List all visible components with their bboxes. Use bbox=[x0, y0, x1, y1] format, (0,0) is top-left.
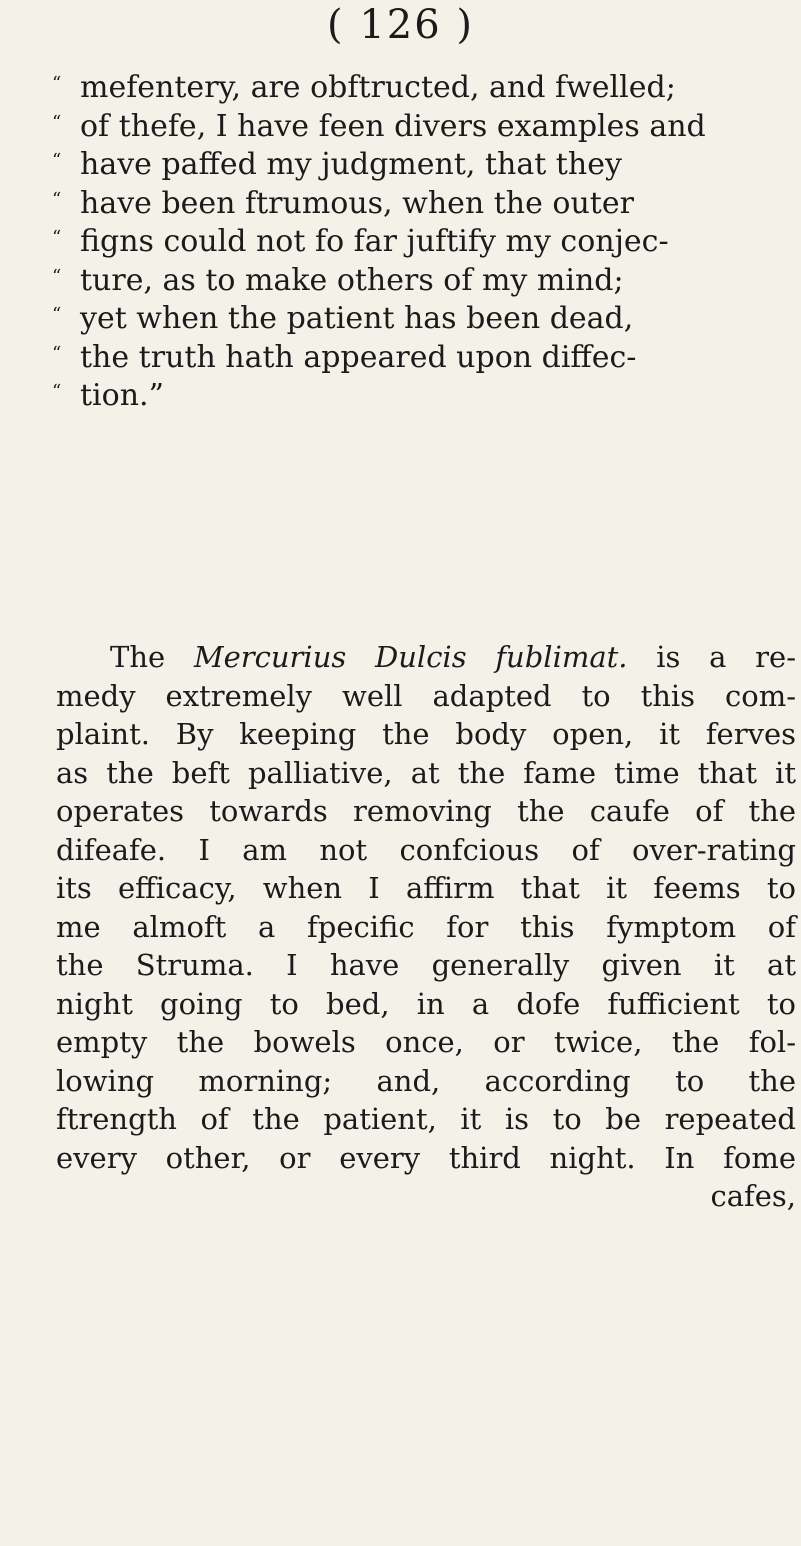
quote-mark: “ bbox=[52, 188, 62, 210]
paragraph-line: the Struma. I have generally given it at bbox=[56, 948, 796, 982]
paragraph-line: its efficacy, when I affirm that it feems to bbox=[56, 871, 796, 905]
quote-mark: “ bbox=[52, 265, 62, 287]
page-number: ( 126 ) bbox=[327, 2, 474, 48]
quote-line: “ yet when the patient has been dead, bbox=[52, 296, 797, 335]
quote-mark: “ bbox=[52, 381, 62, 402]
quote-line: “ have been ftrumous, when the outer bbox=[52, 181, 797, 220]
quote-mark: “ bbox=[52, 111, 62, 133]
paragraph-line: empty the bowels once, or twice, the fol- bbox=[56, 1025, 796, 1059]
quote-line: “ of thefe, I have feen divers examples and bbox=[52, 104, 797, 143]
paragraph-line: medy extremely well adapted to this com- bbox=[56, 678, 796, 713]
quote-mark: “ bbox=[52, 150, 62, 171]
body-paragraph bbox=[56, 638, 796, 1216]
quote-mark: “ bbox=[52, 227, 62, 248]
quote-line: “ ture, as to make others of my mind; bbox=[52, 258, 797, 297]
drug-name: Mercurius Dulcis fublimat. bbox=[193, 640, 628, 674]
paragraph-line: me almoft a fpecific for this fymptom of bbox=[56, 909, 796, 944]
catchword: cafes, bbox=[710, 1179, 796, 1213]
paragraph-line: difeafe. I am not confcious of over-rating bbox=[56, 832, 796, 867]
quote-line: “ have paffed my judgment, that they bbox=[52, 142, 797, 181]
paragraph-line: ftrength of the patient, it is to be repeated bbox=[56, 1102, 796, 1136]
paragraph-line: operates towards removing the caufe of the bbox=[56, 794, 796, 828]
paragraph-line: every other, or every third night. In fome bbox=[56, 1140, 796, 1175]
quote-line: “ the truth hath appeared upon diffec- bbox=[52, 335, 797, 374]
quote-line: “ mefentery, are obftructed, and fwelled; bbox=[52, 65, 797, 104]
quote-line: “ figns could not fo far juftify my conjec- bbox=[52, 219, 797, 258]
paragraph-line: plaint. By keeping the body open, it ferves bbox=[56, 717, 796, 751]
quote-mark: “ bbox=[52, 342, 62, 364]
paragraph-line: lowing morning; and, according to the bbox=[56, 1063, 796, 1098]
quoted-passage bbox=[52, 65, 797, 412]
quote-mark: “ bbox=[52, 304, 62, 325]
paragraph-line: as the beft palliative, at the fame time that it bbox=[56, 755, 796, 790]
paragraph-line: The Mercurius Dulcis fublimat. is a re- bbox=[110, 640, 796, 674]
quote-mark: “ bbox=[52, 73, 62, 94]
paragraph-line: night going to bed, in a dofe fufficient to bbox=[56, 986, 796, 1021]
quote-line: “ tion.” bbox=[52, 373, 797, 412]
